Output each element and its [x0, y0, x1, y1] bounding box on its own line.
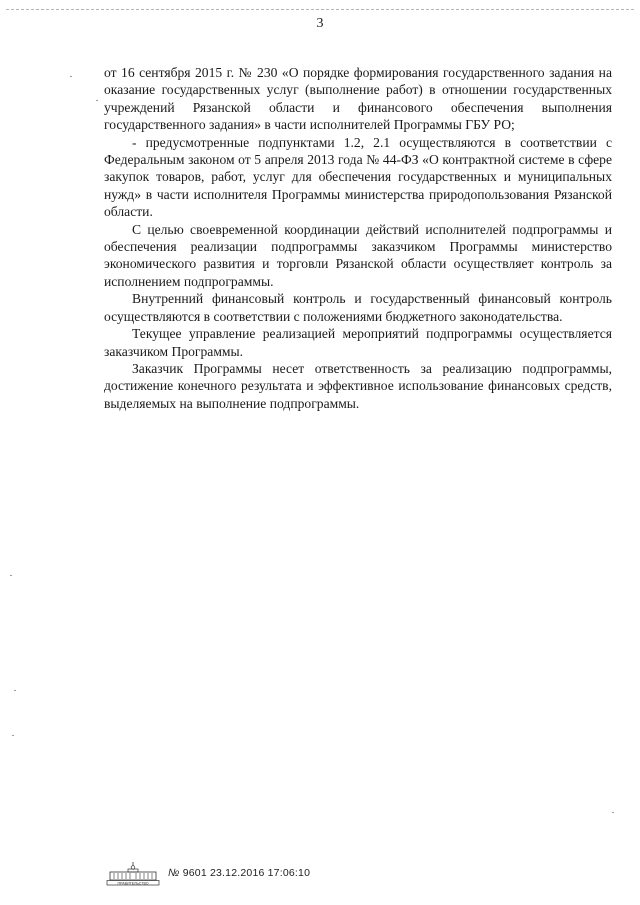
paragraph: Заказчик Программы несет ответственность за реализацию подпрограммы, достижение конечного результата и эффективное использование финансовых средств, выделяемых на выполнение подпрограммы.: [104, 360, 612, 411]
registration-footer: [106, 860, 310, 886]
page-number: 3: [316, 16, 324, 31]
registration-number: [168, 867, 310, 879]
registration-text: 9601 23.12.2016 17:06:10: [182, 867, 311, 879]
scan-speck: [612, 812, 614, 813]
paragraph: Внутренний финансовый контроль и государственный финансовый контроль осуществляются в соответствии с положениями бюджетного законодательства.: [104, 291, 612, 324]
scan-speck: [12, 735, 14, 736]
paragraph: от 16 сентября 2015 г. № 230 «О порядке формирования государственного задания на оказание государственных услуг (выполнение работ) в отношении государственных учреждений Рязанской области и финансового обеспечения выполнения государственного задания» в части исполнителей Программы ГБУ РО;: [104, 65, 612, 133]
document-body: [104, 64, 612, 412]
scan-speck: [14, 690, 16, 691]
number-sign: №: [168, 867, 180, 879]
paragraph: Текущее управление реализацией мероприятий подпрограммы осуществляется заказчиком Программы.: [104, 326, 612, 359]
top-border-line: [6, 9, 634, 10]
paragraph: С целью своевременной координации действий исполнителей подпрограммы и обеспечения реализации подпрограммы заказчиком Программы министерство экономического развития и торговли Рязанской области осуществляет контроль за исполнением подпрограммы.: [104, 221, 612, 289]
scan-speck: [96, 100, 98, 101]
paragraph: - предусмотренные подпунктами 1.2, 2.1 осуществляются в соответствии с Федеральным законом от 5 апреля 2013 года № 44-ФЗ «О контрактной системе в сфере закупок товаров, работ, услуг для обеспечения государственных и муниципальных нужд» в части исполнителя Программы министерства природопользования Рязанской области.: [104, 134, 612, 220]
scan-speck: [70, 76, 72, 77]
stamp-caption: ПРАВИТЕЛЬСТВО: [117, 881, 149, 886]
scan-speck: [10, 575, 12, 576]
government-building-icon: [106, 860, 160, 886]
